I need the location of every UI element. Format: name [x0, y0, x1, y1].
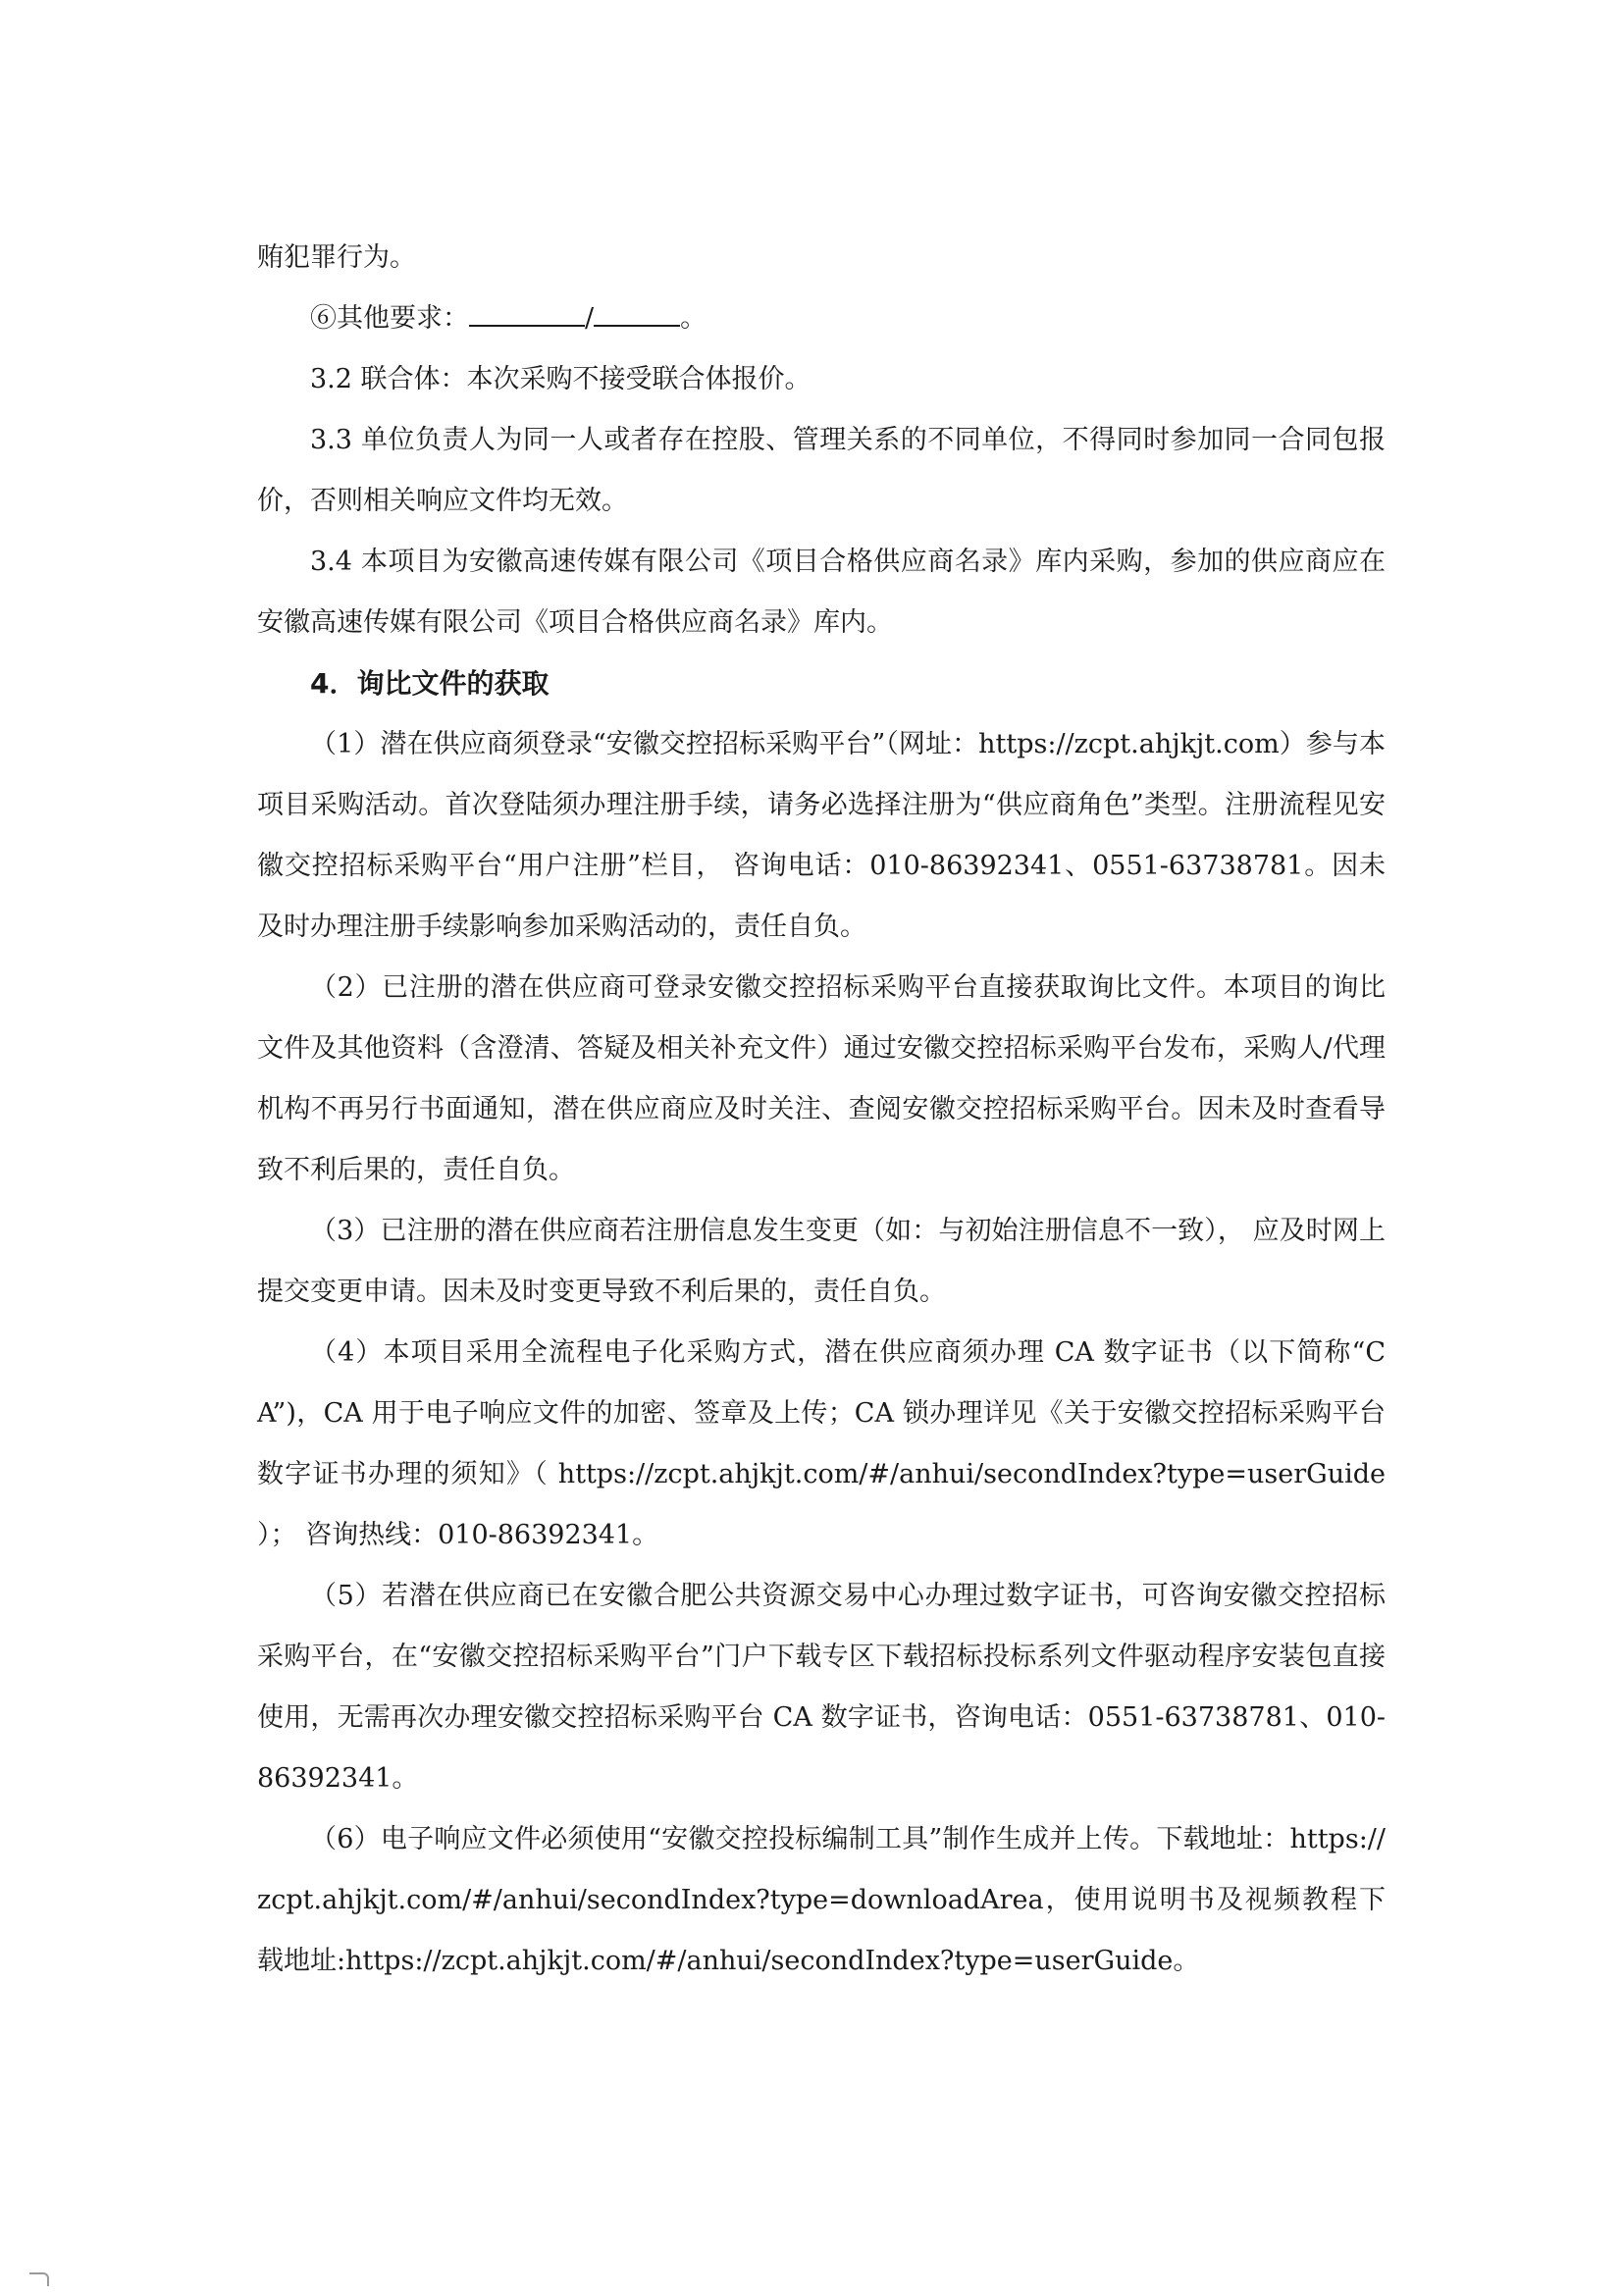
paragraph-other-requirements: [257, 288, 1386, 349]
paragraph-3-4: 3.4 本项目为安徽高速传媒有限公司《项目合格供应商名录》库内采购，参加的供应商应在安徽高速传媒有限公司《项目合格供应商名录》库内。: [257, 547, 1386, 638]
scan-corner-mark: [29, 2272, 49, 2286]
sentence-end: 。: [680, 303, 707, 334]
paragraph-4-1: （1）潜在供应商须登录“安徽交控招标采购平台”（网址：https://zcpt.ahjkjt.com）参与本项目采购活动。首次登陆须办理注册手续，请务必选择注册为“供应商角色”类型。注册流程见安徽交控招标采购平台“用户注册”栏目， 咨询电话：010-86392341、0551-63738781。因未及时办理注册手续影响参加采购活动的，责任自负。: [257, 729, 1386, 942]
other-requirements-label: ⑥其他要求：: [310, 303, 469, 334]
blank-line: [594, 297, 680, 327]
paragraph-4-5: （5）若潜在供应商已在安徽合肥公共资源交易中心办理过数字证书，可咨询安徽交控招标采购平台，在“安徽交控招标采购平台”门户下载专区下载招标投标系列文件驱动程序安装包直接使用，无需再次办理安徽交控招标采购平台 CA 数字证书，咨询电话：0551-63738781、010-86392341。: [257, 1581, 1386, 1794]
paragraph-4-6: （6）电子响应文件必须使用“安徽交控投标编制工具”制作生成并上传。下载地址：https://zcpt.ahjkjt.com/#/anhui/secondIndex?type=downloadArea，使用说明书及视频教程下载地址:https://zcpt.ahjkjt.com/#/anhui/secondIndex?type=userGuide。: [257, 1824, 1386, 1976]
paragraph-3-3: 3.3 单位负责人为同一人或者存在控股、管理关系的不同单位，不得同时参加同一合同包报价，否则相关响应文件均无效。: [257, 425, 1386, 516]
document-body: [257, 228, 1386, 1992]
section-heading-4: 4．询比文件的获取: [310, 667, 550, 700]
paragraph-4-4: （4）本项目采用全流程电子化采购方式，潜在供应商须办理 CA 数字证书（以下简称“CA”)，CA 用于电子响应文件的加密、签章及上传；CA 锁办理详见《关于安徽交控招标采购平台数字证书办理的须知》（ https://zcpt.ahjkjt.com/#/anhui/secondIndex?type=userGuide ）； 咨询热线：010-86392341。: [257, 1337, 1386, 1550]
paragraph-4-2: （2）已注册的潜在供应商可登录安徽交控招标采购平台直接获取询比文件。本项目的询比文件及其他资料（含澄清、答疑及相关补充文件）通过安徽交控招标采购平台发布，采购人/代理机构不再另行书面通知，潜在供应商应及时关注、查阅安徽交控招标采购平台。因未及时查看导致不利后果的，责任自负。: [257, 972, 1386, 1185]
paragraph-4-3: （3）已注册的潜在供应商若注册信息发生变更（如：与初始注册信息不一致）， 应及时网上提交变更申请。因未及时变更导致不利后果的，责任自负。: [257, 1216, 1386, 1307]
blank-separator: /: [585, 303, 595, 334]
blank-line: [469, 297, 585, 327]
paragraph-3-2: 3.2 联合体：本次采购不接受联合体报价。: [310, 364, 812, 394]
paragraph-continuation: 贿犯罪行为。: [257, 242, 416, 273]
